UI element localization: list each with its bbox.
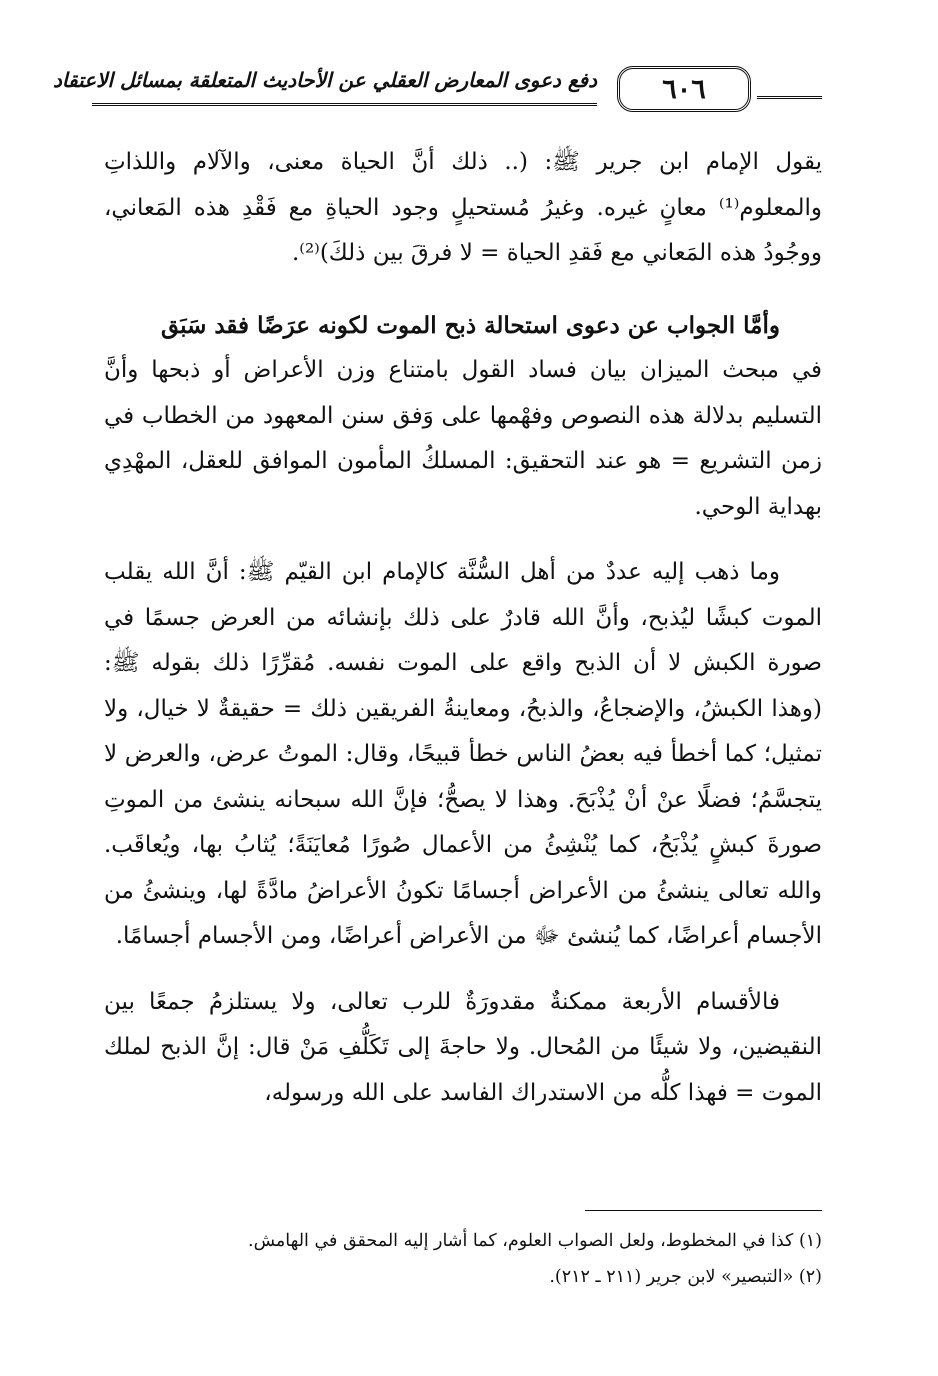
footnote-1: (١) كذا في المخطوط، ولعل الصواب العلوم، كما أشار إليه المحقق في الهامش. (248, 1231, 822, 1251)
paragraph-ibn-alqayyim: وما ذهب إليه عددٌ من أهل السُّنَّة كالإمام ابن القيّم ﷺ: أنَّ الله يقلب الموت كبشًا ليُذبح، وأنَّ الله قادرٌ على ذلك بإنشائه من العرض جسمًا في صورة الكبش لا أن الذبح واقع على الموت نفسه. مُقرِّرًا ذلك بقوله ﷺ: (وهذا الكبشُ، والإضجاعُ، والذبحُ، ومعاينةُ الفريقين ذلك = حقيقةٌ لا خيال، ولا تمثيل؛ كما أخطأ فيه بعضُ الناس خطأ قبيحًا، وقال: الموتُ عرض، والعرض لا يتجسَّمُ؛ فضلًا عنْ أنْ يُذْبَحَ. وهذا لا يصحُّ؛ فإنَّ الله سبحانه ينشئ من الموتِ صورةَ كبشٍ يُذْبَحُ، كما يُنْشِئُ من الأعمال صُورًا مُعايَنَةً؛ يُثابُ بها، ويُعاقَب. والله تعالى ينشئُ من الأعراض أجسامًا تكونُ الأعراضُ مادَّةً لها، وينشئُ من الأجسام أعراضًا، كما يُنشئ ﷻ من الأعراض أعراضًا، ومن الأجسام أجسامًا. (104, 559, 822, 949)
running-title: دفع دعوى المعارض العقلي عن الأحاديث المتعلقة بمسائل الاعتقاد (52, 68, 597, 92)
header-rule (92, 103, 597, 106)
paragraph-answer-heading: وأمَّا الجواب عن دعوى استحالة ذبح الموت لكونه عرَضًا فقد سَبَق (160, 311, 780, 339)
paragraph-mizan: في مبحث الميزان بيان فساد القول بامتناع وزن الأعراض أو ذبحها وأنَّ التسليم بدلالة هذه النصوص وفهْمها على وَفق سنن المعهود من الخطاب في زمن التشريع = هو عند التحقيق: المسلكُ المأمون الموافق للعقل، المهْدِي بهداية الوحي. (104, 357, 822, 520)
page-number: ٦٠٦ (662, 73, 706, 105)
paragraph-four-divisions: فالأقسام الأربعة ممكنةٌ مقدورَةٌ للرب تعالى، ولا يستلزمُ جمعًا بين النقيضين، ولا شيئًا من المُحال. ولا حاجةَ إلى تَكَلُّفِ مَنْ قال: إنَّ الذبح لملك الموت = فهذا كلُّه من الاستدراك الفاسد على الله ورسوله، (104, 988, 822, 1106)
page-header (52, 62, 822, 122)
footnote-separator (585, 1210, 822, 1211)
footnotes (104, 1223, 822, 1295)
page-number-box (617, 66, 751, 112)
footnote-2: (٢) «التبصير» لابن جرير (٢١١ ـ ٢١٢). (549, 1267, 822, 1287)
page-body (104, 140, 822, 1136)
header-rule-right (757, 96, 822, 99)
paragraph-ibn-jarir-quote: يقول الإمام ابن جرير ﷺ: (.. ذلك أنَّ الحياة معنى، والآلام واللذاتِ والمعلوم⁽¹⁾ معانٍ غيره. وغيرُ مُستحيلٍ وجود الحياةِ مع فَقْدِ هذه المَعاني، ووجُودُ هذه المَعاني مع فَقدِ الحياة = لا فرقَ بين ذلكَ)⁽²⁾. (104, 149, 822, 266)
